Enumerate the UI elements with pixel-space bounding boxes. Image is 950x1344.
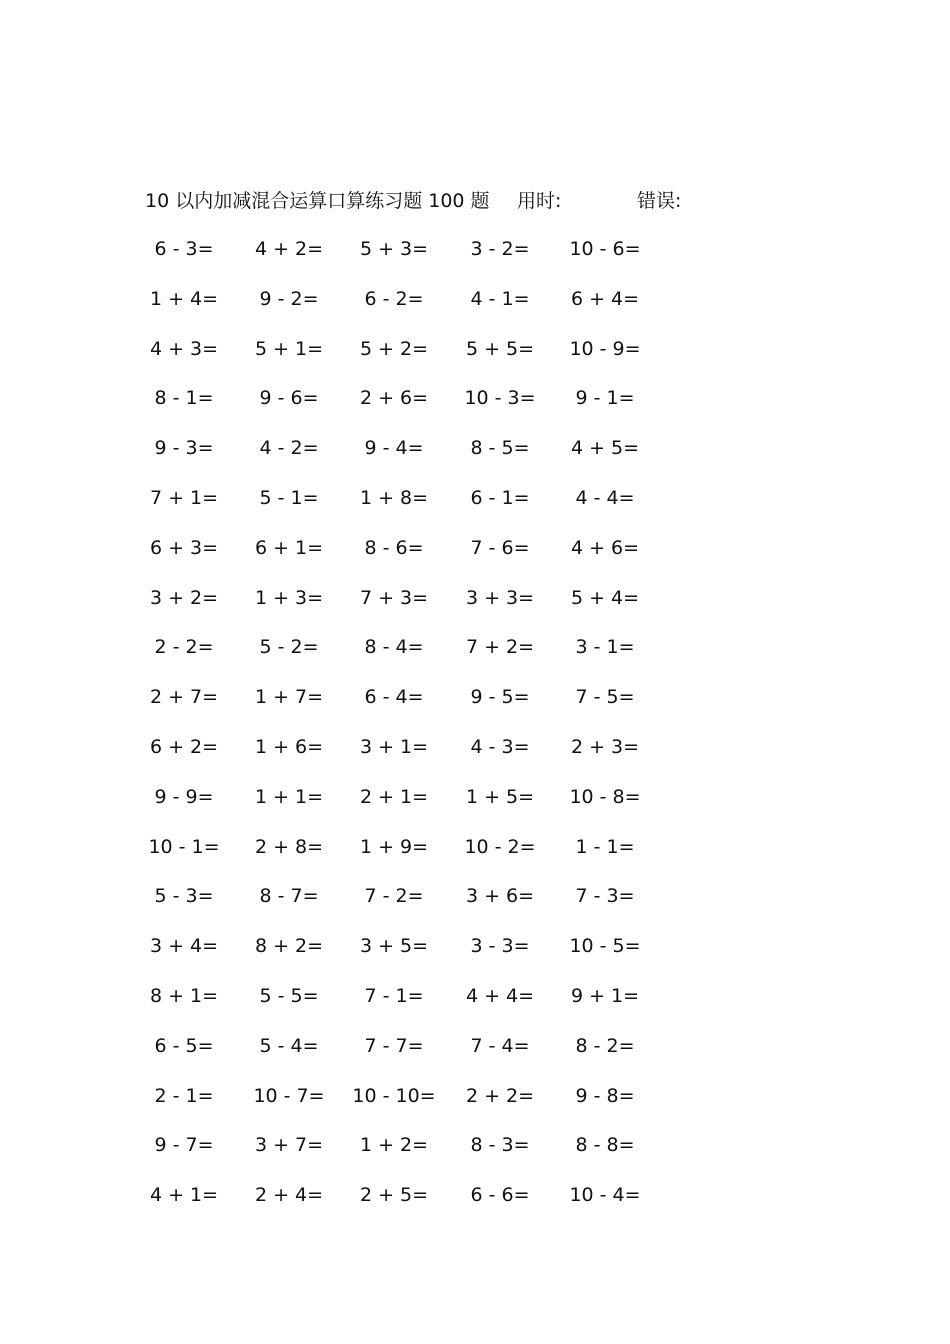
- arithmetic-problem: 9 - 7=: [154, 1134, 214, 1157]
- arithmetic-problem: 7 + 3=: [359, 586, 429, 609]
- arithmetic-problem: 5 - 3=: [154, 885, 214, 908]
- arithmetic-problem: 4 + 2=: [254, 238, 324, 260]
- arithmetic-problem: 5 + 3=: [359, 238, 429, 260]
- arithmetic-problem: 7 - 5=: [575, 686, 635, 709]
- arithmetic-problem: 7 - 1=: [364, 985, 424, 1007]
- arithmetic-problem: 5 - 2=: [259, 636, 319, 659]
- arithmetic-problem: 3 - 2=: [470, 238, 530, 260]
- arithmetic-problem: 3 + 6=: [465, 885, 535, 908]
- arithmetic-problem: 8 - 1=: [154, 387, 214, 410]
- arithmetic-problem: 3 + 7=: [254, 1134, 324, 1157]
- arithmetic-problem: 9 - 1=: [575, 387, 635, 410]
- arithmetic-problem: 8 + 2=: [254, 935, 324, 958]
- arithmetic-problem: 2 + 7=: [149, 686, 219, 709]
- arithmetic-problem: 5 - 1=: [259, 487, 319, 509]
- arithmetic-problem: 10 - 10=: [352, 1084, 436, 1107]
- arithmetic-problem: 7 - 6=: [470, 536, 530, 559]
- arithmetic-problem: 7 - 2=: [364, 885, 424, 908]
- arithmetic-problem: 4 - 2=: [259, 437, 319, 460]
- arithmetic-problem: 1 + 4=: [149, 287, 219, 310]
- arithmetic-problem: 10 - 2=: [464, 835, 536, 858]
- arithmetic-problem: 6 + 2=: [149, 736, 219, 758]
- arithmetic-problem: 8 - 5=: [470, 437, 530, 460]
- arithmetic-problem: 9 - 3=: [154, 437, 214, 460]
- arithmetic-problem: 2 - 1=: [154, 1084, 214, 1107]
- arithmetic-problem: 10 - 4=: [569, 1184, 641, 1207]
- arithmetic-problem: 10 - 1=: [148, 835, 220, 858]
- arithmetic-problem: 3 + 4=: [149, 935, 219, 958]
- arithmetic-problem: 8 - 7=: [259, 885, 319, 908]
- arithmetic-problem: 7 + 2=: [465, 636, 535, 659]
- arithmetic-problem: 8 - 4=: [364, 636, 424, 659]
- arithmetic-problem: 10 - 5=: [569, 935, 641, 958]
- arithmetic-problem: 4 + 5=: [570, 437, 640, 460]
- arithmetic-problem: 6 - 3=: [154, 238, 214, 260]
- arithmetic-problem: 2 + 2=: [465, 1084, 535, 1107]
- arithmetic-problem: 8 + 1=: [149, 985, 219, 1007]
- arithmetic-problem: 6 - 1=: [470, 487, 530, 509]
- arithmetic-problem: 4 + 6=: [570, 536, 640, 559]
- arithmetic-problem: 8 - 2=: [575, 1034, 635, 1057]
- arithmetic-problem: 10 - 9=: [569, 337, 641, 360]
- arithmetic-problem: 1 + 6=: [254, 736, 324, 758]
- arithmetic-problem: 1 + 3=: [254, 586, 324, 609]
- arithmetic-problem: 10 - 8=: [569, 785, 641, 808]
- arithmetic-problem: 2 + 6=: [359, 387, 429, 410]
- arithmetic-problem: 9 + 1=: [570, 985, 640, 1007]
- arithmetic-problem: 6 - 6=: [470, 1184, 530, 1207]
- arithmetic-problem: 9 - 5=: [470, 686, 530, 709]
- arithmetic-problem: 3 - 1=: [575, 636, 635, 659]
- arithmetic-problem: 3 - 3=: [470, 935, 530, 958]
- arithmetic-problem: 4 + 3=: [149, 337, 219, 360]
- arithmetic-problem: 10 - 3=: [464, 387, 536, 410]
- arithmetic-problem: 6 + 1=: [254, 536, 324, 559]
- arithmetic-problem: 9 - 8=: [575, 1084, 635, 1107]
- arithmetic-problem: 2 + 4=: [254, 1184, 324, 1207]
- arithmetic-problem: 1 + 5=: [465, 785, 535, 808]
- arithmetic-problem: 1 - 1=: [575, 835, 635, 858]
- arithmetic-problem: 7 - 4=: [470, 1034, 530, 1057]
- arithmetic-problem: 1 + 1=: [254, 785, 324, 808]
- arithmetic-problem: 5 + 1=: [254, 337, 324, 360]
- arithmetic-problem: 1 + 9=: [359, 835, 429, 858]
- arithmetic-problem: 8 - 3=: [470, 1134, 530, 1157]
- arithmetic-problem: 7 - 3=: [575, 885, 635, 908]
- arithmetic-problem: 4 + 4=: [465, 985, 535, 1007]
- arithmetic-problem: 5 + 2=: [359, 337, 429, 360]
- arithmetic-problem: 10 - 6=: [569, 238, 641, 260]
- arithmetic-problem: 6 - 4=: [364, 686, 424, 709]
- arithmetic-problem: 5 + 5=: [465, 337, 535, 360]
- arithmetic-problem: 4 - 3=: [470, 736, 530, 758]
- arithmetic-problem: 7 + 1=: [149, 487, 219, 509]
- worksheet-title: 10 以内加减混合运算口算练习题 100 题: [145, 190, 490, 212]
- arithmetic-problem: 2 - 2=: [154, 636, 214, 659]
- arithmetic-problem: 10 - 7=: [253, 1084, 325, 1107]
- arithmetic-problem: 6 - 2=: [364, 287, 424, 310]
- arithmetic-problem: 6 + 3=: [149, 536, 219, 559]
- arithmetic-problem: 5 + 4=: [570, 586, 640, 609]
- arithmetic-problem: 2 + 5=: [359, 1184, 429, 1207]
- arithmetic-problem: 2 + 3=: [570, 736, 640, 758]
- arithmetic-problem: 1 + 8=: [359, 487, 429, 509]
- arithmetic-problem: 9 - 2=: [259, 287, 319, 310]
- arithmetic-problem: 4 - 1=: [470, 287, 530, 310]
- arithmetic-problem: 3 + 5=: [359, 935, 429, 958]
- arithmetic-problem: 9 - 9=: [154, 785, 214, 808]
- arithmetic-problem: 3 + 1=: [359, 736, 429, 758]
- arithmetic-problem: 9 - 4=: [364, 437, 424, 460]
- arithmetic-problem: 8 - 6=: [364, 536, 424, 559]
- time-used-label: 用时:: [517, 190, 562, 212]
- arithmetic-problem: 4 - 4=: [575, 487, 635, 509]
- arithmetic-problem: 9 - 6=: [259, 387, 319, 410]
- arithmetic-problem: 2 + 1=: [359, 785, 429, 808]
- arithmetic-problem: 5 - 4=: [259, 1034, 319, 1057]
- arithmetic-problem: 1 + 2=: [359, 1134, 429, 1157]
- arithmetic-problem: 6 - 5=: [154, 1034, 214, 1057]
- arithmetic-problem: 1 + 7=: [254, 686, 324, 709]
- arithmetic-problem: 3 + 3=: [465, 586, 535, 609]
- errors-label: 错误:: [637, 190, 682, 212]
- arithmetic-problem: 6 + 4=: [570, 287, 640, 310]
- arithmetic-problem: 5 - 5=: [259, 985, 319, 1007]
- arithmetic-problem: 7 - 7=: [364, 1034, 424, 1057]
- arithmetic-problem: 2 + 8=: [254, 835, 324, 858]
- arithmetic-problem: 3 + 2=: [149, 586, 219, 609]
- arithmetic-problem: 8 - 8=: [575, 1134, 635, 1157]
- arithmetic-problem: 4 + 1=: [149, 1184, 219, 1207]
